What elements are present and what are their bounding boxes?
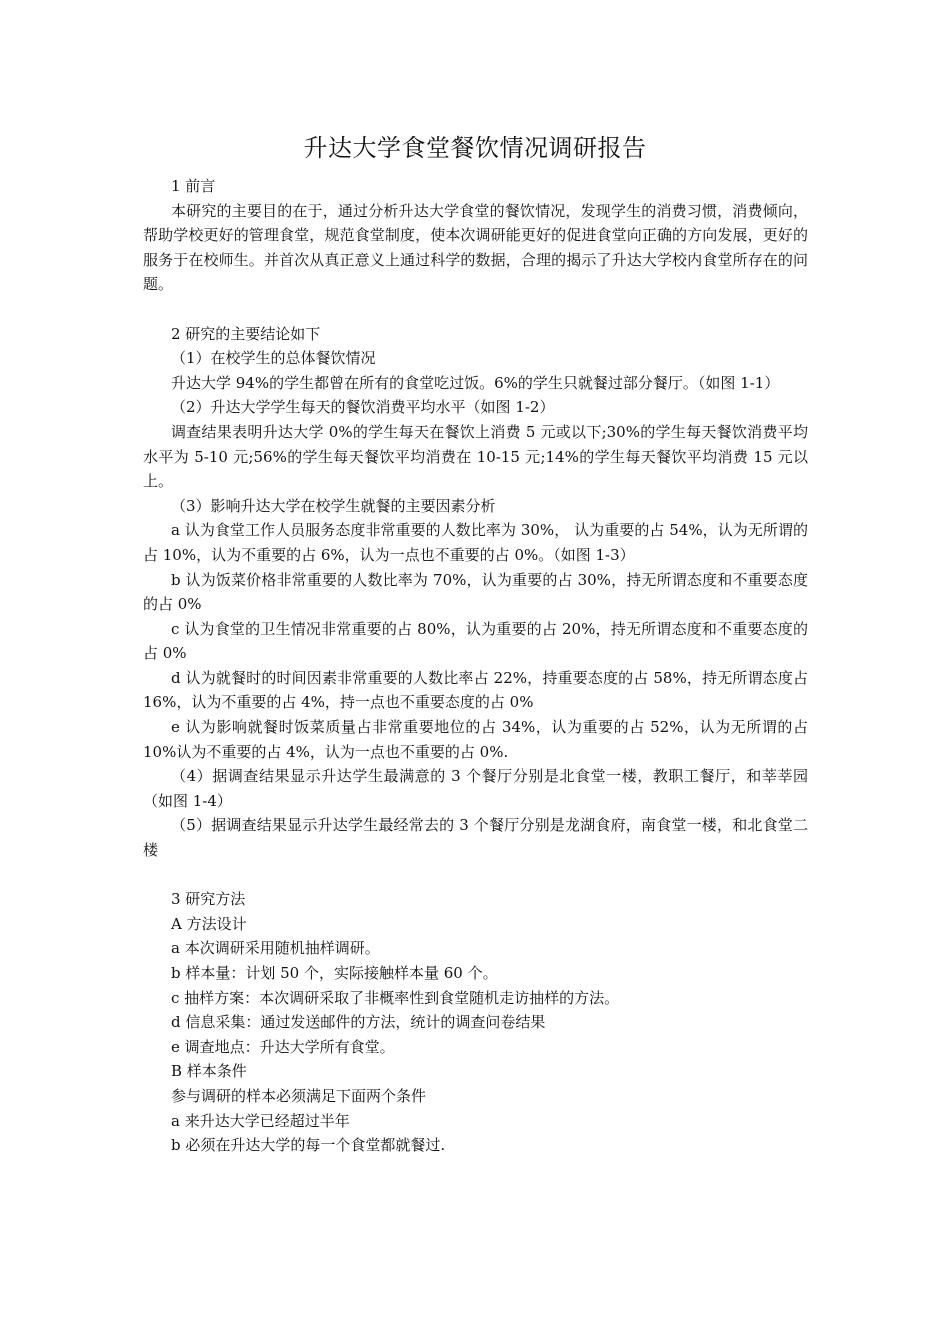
page-title: 升达大学食堂餐饮情况调研报告 <box>303 134 647 162</box>
factor-item-b: b 认为饭菜价格非常重要的人数比率为 70%，认为重要的占 30%，持无所谓态度和不重要态度的占 0% <box>143 570 808 614</box>
blank-line <box>143 863 808 888</box>
sample-condition-a: a 来升达大学已经超过半年 <box>171 1111 350 1130</box>
section-heading-3: 3 研究方法 <box>171 890 246 909</box>
method-item-a: a 本次调研采用随机抽样调研。 <box>171 939 380 958</box>
method-item-c: c 抽样方案：本次调研采取了非概率性到食堂随机走访抽样的方法。 <box>171 988 620 1007</box>
paragraph-overall: 升达大学 94%的学生都曾在所有的食堂吃过饭。6%的学生只就餐过部分餐厅。（如图 1-1） <box>171 373 780 392</box>
document-body <box>143 174 808 1158</box>
factor-item-c: c 认为食堂的卫生情况非常重要的占 80%，认为重要的占 20%，持无所谓态度和不重要态度的占 0% <box>143 619 808 663</box>
factor-item-e: e 认为影响就餐时饭菜质量占非常重要地位的占 34%，认为重要的占 52%，认为无所谓的占 10%认为不重要的占 4%，认为一点也不重要的占 0%. <box>143 718 808 761</box>
paragraph-spending: 调查结果表明升达大学 0%的学生每天在餐饮上消费 5 元或以下;30%的学生每天餐饮消费平均水平为 5-10 元;56%的学生每天餐饮平均消费在 10-15 元;14%的学生每天餐饮平均消费 15 元以上。 <box>143 422 808 491</box>
sample-intro: 参与调研的样本必须满足下面两个条件 <box>171 1086 427 1105</box>
section-heading-2: 2 研究的主要结论如下 <box>171 324 321 343</box>
subheading-2: （2）升达大学学生每天的餐饮消费平均水平（如图 1-2） <box>171 398 555 417</box>
intro-paragraph: 本研究的主要目的在于，通过分析升达大学食堂的餐饮情况，发现学生的消费习惯，消费倾向，帮助学校更好的管理食堂，规范食堂制度，使本次调研能更好的促进食堂向正确的方向发展，更好的服务于在校师生。并首次从真正意义上通过科学的数据，合理的揭示了升达大学校内食堂所存在的问题。 <box>143 201 808 294</box>
method-item-e: e 调查地点：升达大学所有食堂。 <box>171 1037 395 1056</box>
subheading-1: （1）在校学生的总体餐饮情况 <box>171 349 376 368</box>
finding-5: （5）据调查结果显示升达学生最经常去的 3 个餐厅分别是龙湖食府，南食堂一楼，和北食堂二楼 <box>143 816 808 860</box>
factor-item-a: a 认为食堂工作人员服务态度非常重要的人数比率为 30%， 认为重要的占 54%，认为无所谓的占 10%，认为不重要的占 6%，认为一点也不重要的占 0%。（如图 1-3） <box>143 521 808 564</box>
finding-4: （4）据调查结果显示升达学生最满意的 3 个餐厅分别是北食堂一楼，教职工餐厅，和莘莘园（如图 1-4） <box>143 767 808 810</box>
subheading-method-b: B 样本条件 <box>171 1062 247 1081</box>
subheading-3: （3）影响升达大学在校学生就餐的主要因素分析 <box>171 496 496 515</box>
factor-item-d: d 认为就餐时的时间因素非常重要的人数比率占 22%，持重要态度的占 58%，持无所谓态度占 16%，认为不重要的占 4%，持一点也不重要态度的占 0% <box>143 668 808 712</box>
subheading-method-a: A 方法设计 <box>171 914 247 933</box>
method-item-d: d 信息采集：通过发送邮件的方法，统计的调查问卷结果 <box>171 1013 546 1032</box>
method-item-b: b 样本量：计划 50 个，实际接触样本量 60 个。 <box>171 964 498 982</box>
blank-line <box>143 297 808 322</box>
section-heading-1: 1 前言 <box>171 177 216 195</box>
sample-condition-b: b 必须在升达大学的每一个食堂都就餐过. <box>171 1136 446 1155</box>
